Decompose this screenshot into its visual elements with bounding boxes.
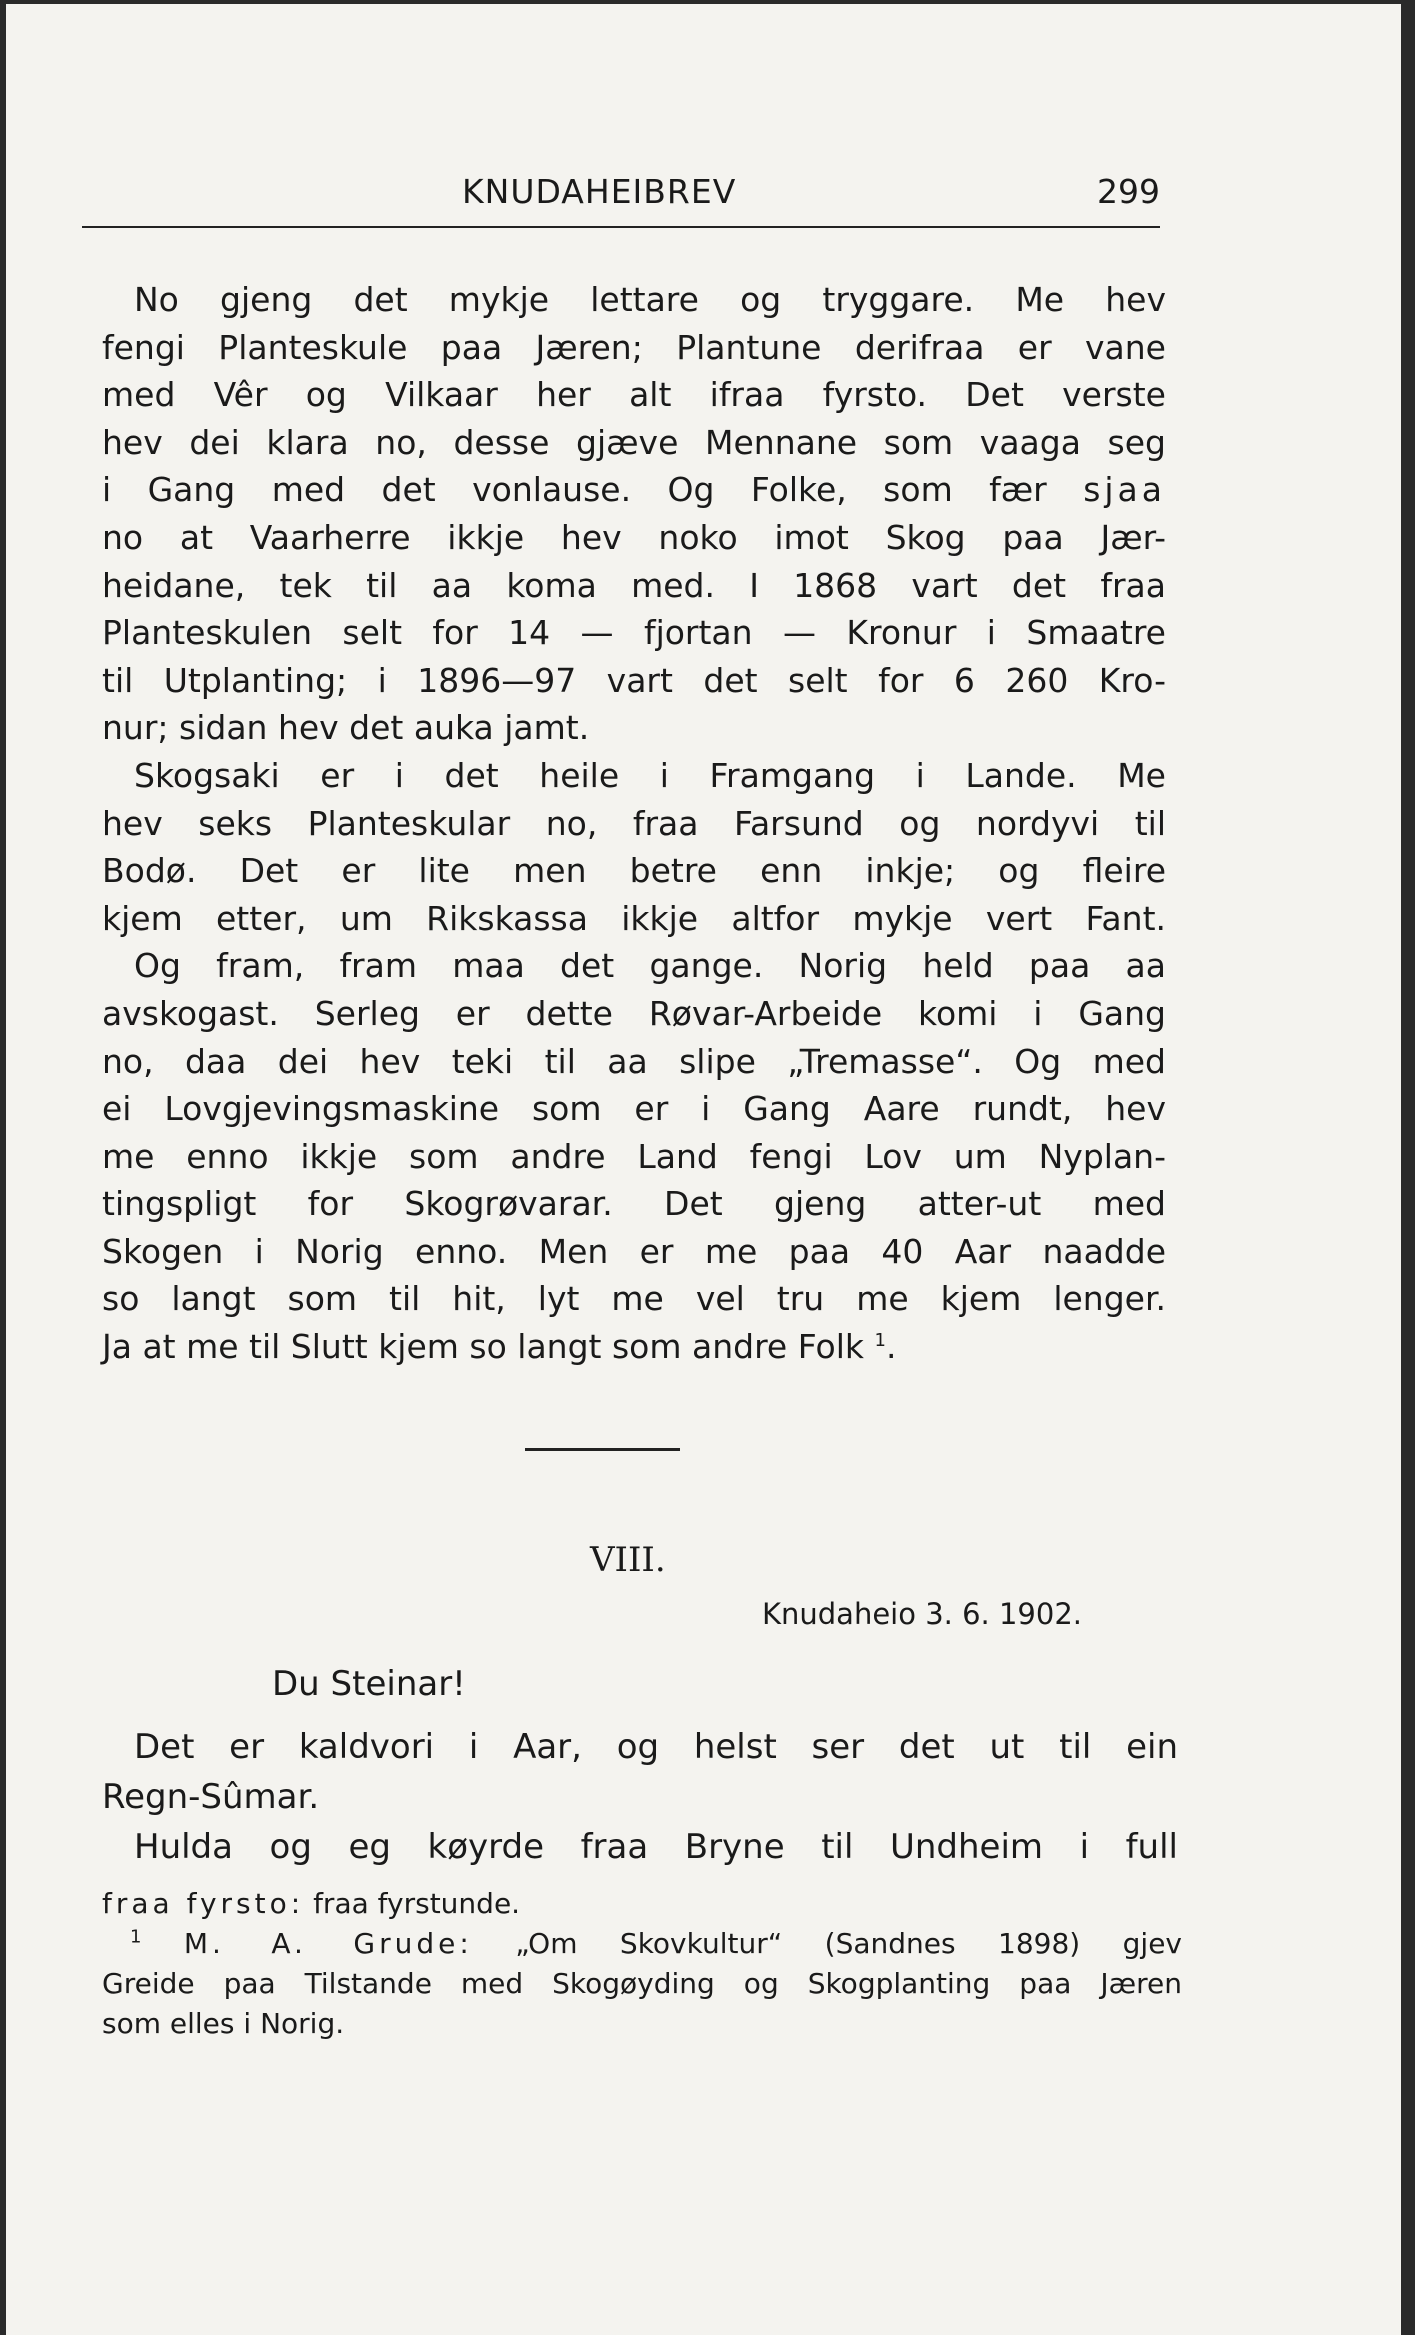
footnotes xyxy=(102,1884,1182,2044)
text-line: nur; sidan hev det auka jamt. xyxy=(102,708,590,748)
text-line: Skogen i Norig enno. Men er me paa 40 Aar naadde xyxy=(102,1231,1166,1271)
text-line: Bodø. Det er lite men betre enn inkje; og fleire xyxy=(102,851,1166,891)
letter-text xyxy=(102,1722,1178,1872)
footnote-line: Greide paa Tilstande med Skogøyding og Skogplanting paa Jæren xyxy=(102,1967,1182,2000)
text-line: me enno ikkje som andre Land fengi Lov um Nyplan- xyxy=(102,1136,1166,1176)
footnote-line xyxy=(102,1924,1182,1964)
text-line: so langt som til hit, lyt me vel tru me kjem lenger. xyxy=(102,1279,1166,1319)
section-separator xyxy=(525,1448,680,1451)
footnote-number: 1 xyxy=(130,1926,142,1948)
header-rule xyxy=(82,226,1160,228)
text-line: no, daa dei hev teki til aa slipe „Tremasse“. Og med xyxy=(102,1041,1166,1081)
text-line xyxy=(102,1323,1166,1371)
final-period: . xyxy=(885,1327,897,1367)
text-segment: i Gang med det vonlause. Og Folke, som fær xyxy=(102,470,1047,510)
text-line: heidane, tek til aa koma med. I 1868 vart det fraa xyxy=(102,565,1166,605)
text-line: Planteskulen selt for 14 — fjortan — Kronur i Smaatre xyxy=(102,613,1166,653)
gloss-note xyxy=(102,1884,1182,1924)
scan-border-top xyxy=(0,0,1415,4)
scan-border-left xyxy=(0,0,6,2335)
text-line: Skogsaki er i det heile i Framgang i Lande. Me xyxy=(134,755,1166,795)
gloss-term: fraa fyrsto: xyxy=(102,1887,305,1920)
text-line: avskogast. Serleg er dette Røvar-Arbeide komi i Gang xyxy=(102,993,1166,1033)
text-line: hev dei klara no, desse gjæve Mennane som vaaga seg xyxy=(102,422,1166,462)
footnote-marker: 1 xyxy=(874,1330,886,1352)
running-title: KNUDAHEIBREV xyxy=(462,172,737,211)
text-line: Regn-Sûmar. xyxy=(102,1777,320,1817)
text-line xyxy=(102,466,1166,514)
section-heading: VIII. xyxy=(590,1540,666,1580)
text-line: fengi Planteskule paa Jæren; Plantune derifraa er vane xyxy=(102,327,1166,367)
text-line: Hulda og eg køyrde fraa Bryne til Undheim i full xyxy=(134,1827,1178,1867)
text-line: tingspligt for Skogrøvarar. Det gjeng atter-ut med xyxy=(102,1184,1166,1224)
text-segment: Ja at me til Slutt kjem so langt som andre Folk xyxy=(102,1327,864,1367)
text-line: no at Vaarherre ikkje hev noko imot Skog paa Jær- xyxy=(102,517,1166,557)
text-line: til Utplanting; i 1896—97 vart det selt for 6 260 Kro- xyxy=(102,660,1166,700)
body-text xyxy=(102,276,1166,1371)
spaced-word: sjaa xyxy=(1083,470,1166,510)
footnote-author: M. A. Grude: xyxy=(183,1927,473,1960)
text-line: Det er kaldvori i Aar, og helst ser det ut til ein xyxy=(134,1727,1178,1767)
page-number: 299 xyxy=(1097,172,1160,211)
scan-border-right xyxy=(1401,0,1415,2335)
letter-salutation: Du Steinar! xyxy=(272,1664,466,1704)
footnote-line: som elles i Norig. xyxy=(102,2007,345,2040)
text-line: kjem etter, um Rikskassa ikkje altfor mykje vert Fant. xyxy=(102,898,1166,938)
text-line: med Vêr og Vilkaar her alt ifraa fyrsto. Det verste xyxy=(102,375,1166,415)
letter-dateline: Knudaheio 3. 6. 1902. xyxy=(762,1597,1082,1631)
text-line: hev seks Planteskular no, fraa Farsund og nordyvi til xyxy=(102,803,1166,843)
text-line: No gjeng det mykje lettare og tryggare. Me hev xyxy=(134,280,1166,319)
gloss-text: fraa fyrstunde. xyxy=(313,1887,521,1920)
text-line: Og fram, fram maa det gange. Norig held paa aa xyxy=(134,946,1166,986)
footnote-text: „Om Skovkultur“ (Sandnes 1898) gjev xyxy=(515,1927,1182,1960)
text-line: ei Lovgjevingsmaskine som er i Gang Aare rundt, hev xyxy=(102,1089,1166,1129)
running-head xyxy=(82,172,1160,212)
